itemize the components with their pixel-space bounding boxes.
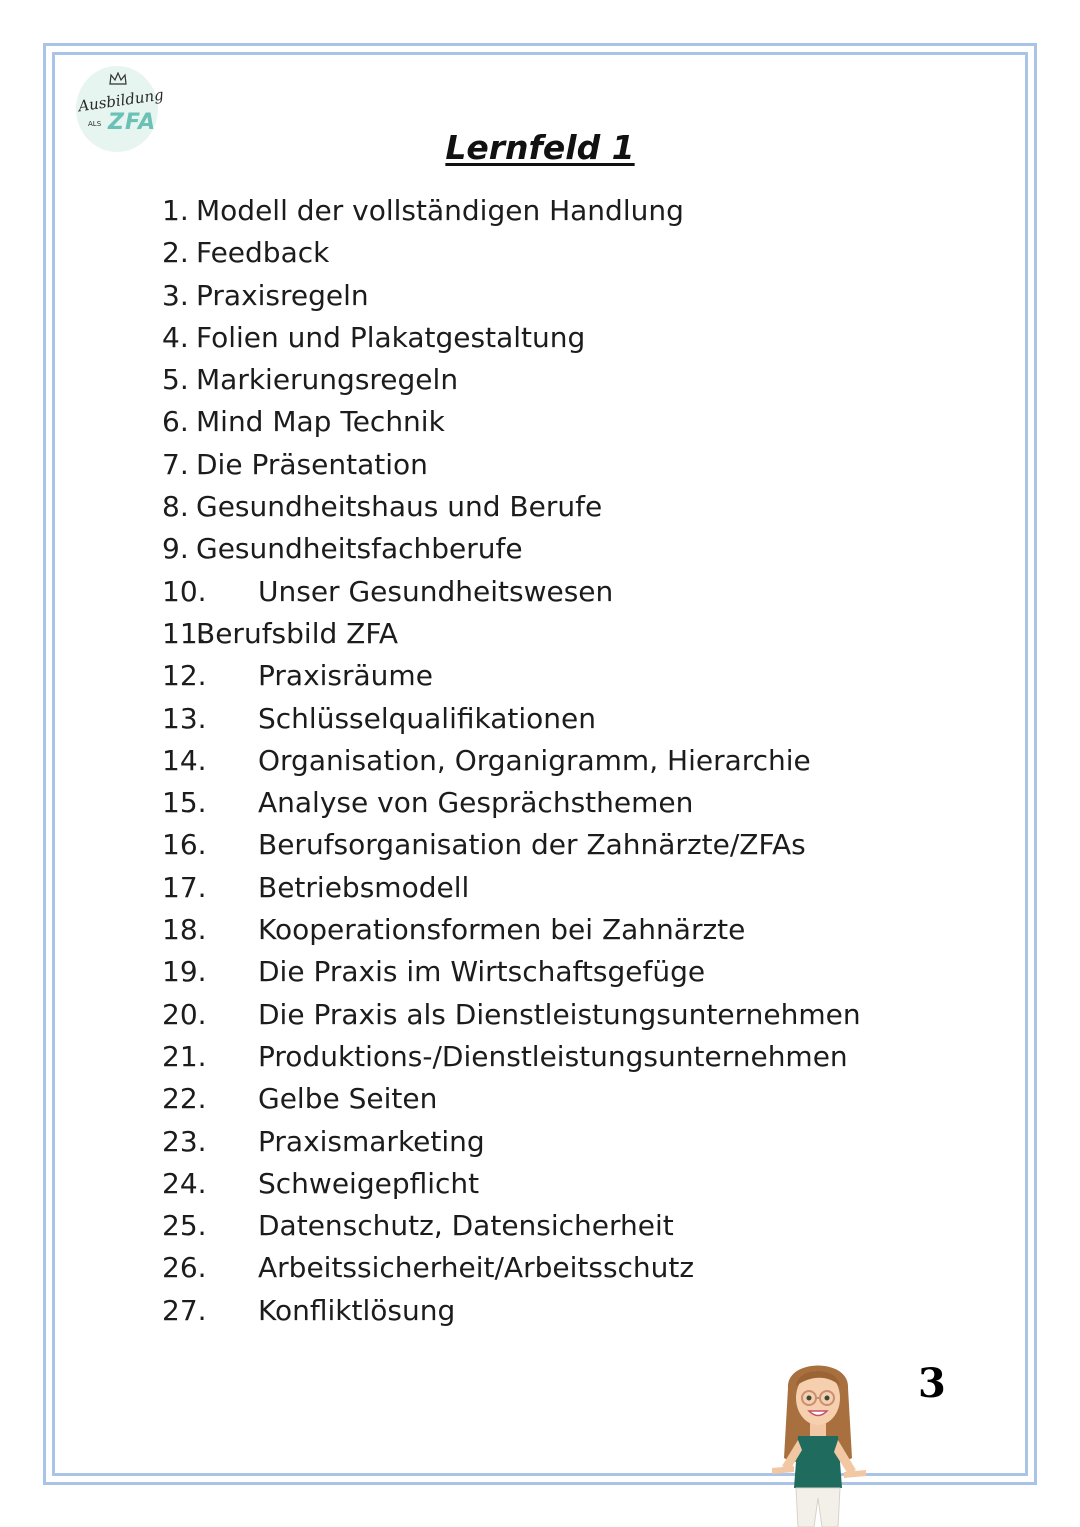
item-text: Praxismarketing	[258, 1124, 485, 1158]
item-text: Kooperationsformen bei Zahnärzte	[258, 913, 746, 947]
item-text: Betriebsmodell	[258, 870, 470, 904]
item-text: Folien und Plakatgestaltung	[196, 320, 586, 354]
item-text: Die Praxis im Wirtschaftsgefüge	[258, 955, 706, 989]
list-item	[162, 740, 1022, 782]
table-of-contents	[162, 190, 1022, 1332]
list-item	[162, 359, 1022, 401]
item-text: Organisation, Organigramm, Hierarchie	[258, 743, 811, 777]
item-number: 1.	[162, 194, 189, 227]
list-item	[162, 909, 1022, 951]
list-item	[162, 444, 1022, 486]
list-item	[162, 1121, 1022, 1163]
item-number: 2.	[162, 236, 189, 270]
item-number: 15.	[162, 786, 207, 820]
item-text: Praxisräume	[258, 659, 433, 693]
item-text: Schweigepflicht	[258, 1166, 480, 1200]
item-number: 26.	[162, 1251, 207, 1285]
list-item	[162, 824, 1022, 866]
list-item	[162, 951, 1022, 993]
list-item	[162, 655, 1022, 697]
item-text: Produktions-/Dienstleistungsunternehmen	[258, 1039, 848, 1073]
page-number: 3	[918, 1360, 946, 1407]
item-text: Praxisregeln	[196, 278, 369, 312]
crown-icon	[108, 72, 128, 86]
list-item	[162, 698, 1022, 740]
item-number: 19.	[162, 955, 207, 989]
list-item	[162, 1205, 1022, 1247]
item-number: 6.	[162, 405, 189, 439]
list-item	[162, 1247, 1022, 1289]
list-item	[162, 486, 1022, 528]
item-number: 16.	[162, 828, 207, 862]
logo-als-text: ALS	[88, 120, 102, 128]
list-item	[162, 867, 1022, 909]
list-item	[162, 190, 1022, 232]
list-item	[162, 275, 1022, 317]
item-number: 10.	[162, 574, 207, 608]
page-title: Lernfeld 1	[445, 128, 635, 167]
item-text: Modell der vollständigen Handlung	[196, 194, 684, 227]
item-number: 14.	[162, 743, 207, 777]
logo-script-text: Ausbildung	[77, 85, 165, 116]
item-number: 3.	[162, 278, 189, 312]
item-number: 9.	[162, 532, 189, 566]
list-item	[162, 782, 1022, 824]
item-number: 11.	[162, 616, 207, 650]
item-number: 7.	[162, 447, 189, 481]
list-item	[162, 317, 1022, 359]
list-item	[162, 401, 1022, 443]
item-number: 21.	[162, 1039, 207, 1073]
item-number: 22.	[162, 1082, 207, 1116]
list-item	[162, 571, 1022, 613]
item-number: 27.	[162, 1293, 207, 1327]
item-number: 24.	[162, 1166, 207, 1200]
list-item	[162, 528, 1022, 570]
logo-zfa-text: ZFA	[108, 110, 157, 135]
item-text: Analyse von Gesprächsthemen	[258, 786, 694, 820]
item-text: Gesundheitsfachberufe	[196, 532, 523, 566]
item-number: 8.	[162, 490, 189, 524]
item-text: Die Praxis als Dienstleistungsunternehmen	[258, 997, 861, 1031]
list-item	[162, 1036, 1022, 1078]
item-text: Unser Gesundheitswesen	[258, 574, 614, 608]
item-text: Feedback	[196, 236, 330, 270]
item-text: Markierungsregeln	[196, 363, 459, 397]
item-text: Die Präsentation	[196, 447, 428, 481]
list-item	[162, 232, 1022, 274]
item-text: Mind Map Technik	[196, 405, 445, 439]
avatar-illustration-icon	[768, 1348, 868, 1527]
item-number: 12.	[162, 659, 207, 693]
item-text: Gelbe Seiten	[258, 1082, 438, 1116]
item-text: Arbeitssicherheit/Arbeitsschutz	[258, 1251, 695, 1285]
item-text: Konfliktlösung	[258, 1293, 456, 1327]
item-text: Datenschutz, Datensicherheit	[258, 1209, 674, 1243]
list-item	[162, 1163, 1022, 1205]
item-text: Berufsorganisation der Zahnärzte/ZFAs	[258, 828, 806, 862]
item-number: 13.	[162, 701, 207, 735]
item-number: 4.	[162, 320, 189, 354]
item-text: Berufsbild ZFA	[196, 616, 399, 650]
item-number: 18.	[162, 913, 207, 947]
list-item	[162, 1290, 1022, 1332]
list-item	[162, 1078, 1022, 1120]
item-number: 23.	[162, 1124, 207, 1158]
item-number: 25.	[162, 1209, 207, 1243]
item-text: Gesundheitshaus und Berufe	[196, 490, 603, 524]
item-text: Schlüsselqualifikationen	[258, 701, 596, 735]
item-number: 20.	[162, 997, 207, 1031]
item-number: 17.	[162, 870, 207, 904]
item-number: 5.	[162, 363, 189, 397]
list-item	[162, 994, 1022, 1036]
list-item	[162, 613, 1022, 655]
